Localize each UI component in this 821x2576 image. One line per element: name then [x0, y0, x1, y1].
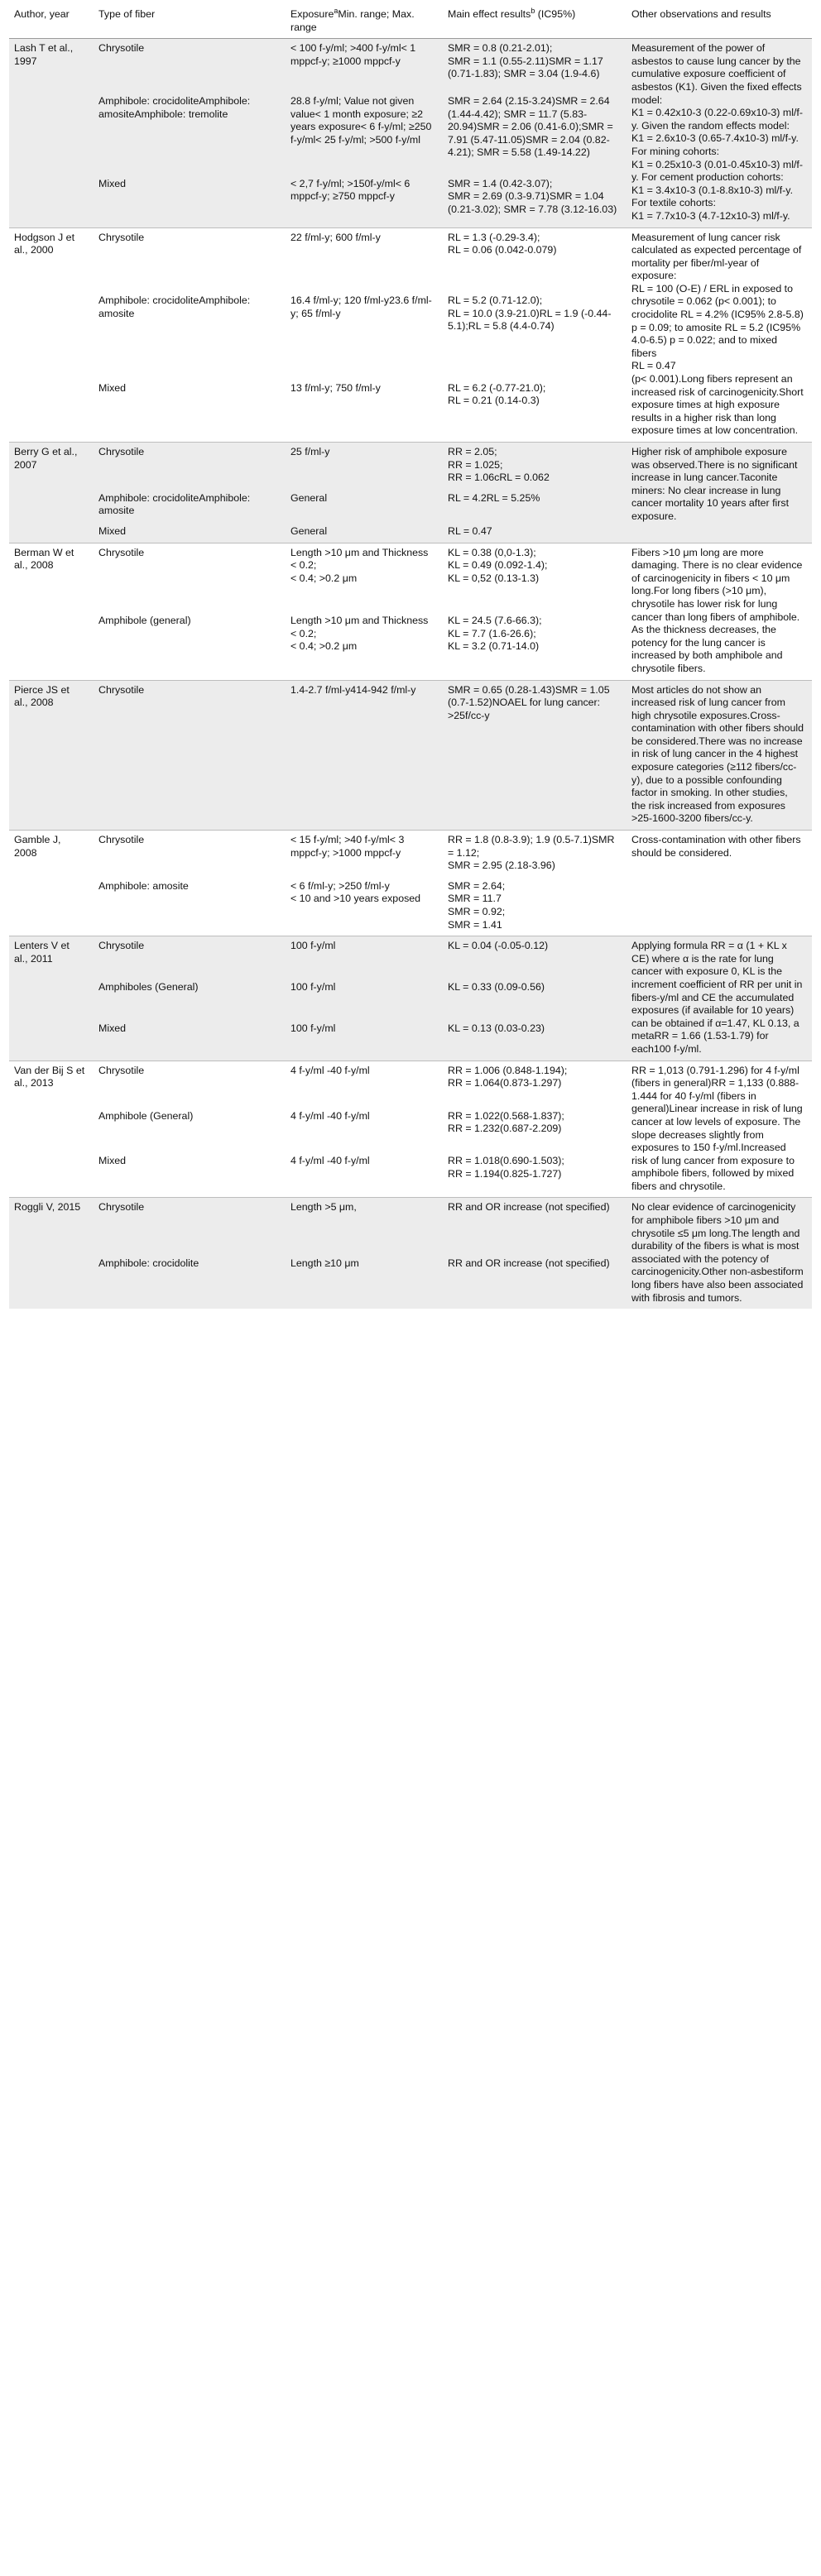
result-cell	[443, 489, 627, 522]
exposure-cell	[286, 831, 443, 877]
result-cell-text: RL = 5.2 (0.71-12.0); RL = 10.0 (3.9-21.0)RL = 1.9 (-0.44-5.1);RL = 5.8 (4.4-0.74)	[448, 294, 612, 333]
result-cell	[443, 1061, 627, 1107]
exposure-cell	[286, 1019, 443, 1061]
header-exposure-range: Min. range; Max. range	[290, 8, 415, 33]
fiber-cell-text: Amphiboles (General)	[98, 981, 199, 994]
result-cell-text: RL = 1.3 (-0.29-3.4); RL = 0.06 (0.042-0.079)	[448, 231, 557, 256]
other-observations-cell	[627, 831, 812, 936]
table-body	[9, 39, 812, 1310]
exposure-cell	[286, 680, 443, 831]
exposure-cell	[286, 92, 443, 175]
exposure-cell	[286, 227, 443, 291]
result-cell	[443, 936, 627, 978]
header-main-effect-label: Main effect results	[448, 8, 531, 20]
result-cell-text: RR = 1.018(0.690-1.503); RR = 1.194(0.825-1.727)	[448, 1155, 564, 1180]
other-observations-cell	[627, 39, 812, 227]
fiber-cell	[94, 936, 286, 978]
author-cell-text: Berry G et al., 2007	[14, 446, 80, 471]
author-cell	[9, 1061, 94, 1198]
exposure-cell-text: 4 f-y/ml -40 f-y/ml	[290, 1155, 370, 1167]
exposure-cell	[286, 1198, 443, 1254]
exposure-cell	[286, 1152, 443, 1198]
fiber-cell-text: Mixed	[98, 1155, 127, 1167]
other-observations-cell	[627, 1198, 812, 1309]
header-main-effect	[443, 5, 627, 39]
fiber-cell	[94, 1254, 286, 1309]
author-cell-text: Pierce JS et al., 2008	[14, 683, 73, 709]
fiber-cell	[94, 611, 286, 680]
result-cell-text: KL = 0.13 (0.03-0.23)	[448, 1022, 545, 1034]
fiber-cell-text: Amphibole: crocidoliteAmphibole: amosite	[98, 491, 253, 517]
fiber-cell	[94, 1019, 286, 1061]
author-cell	[9, 443, 94, 543]
other-observations-cell-text: RR = 1,013 (0.791-1.296) for 4 f-y/ml (fibers in general)RR = 1,133 (0.888-1.444 for 40 f-y/ml (fibers in general)Linear increase in risk of lung cancer at low levels of exposure. The slope decreases slightly from exposures to 150 f-y/ml.Increased risk of lung cancer from exposure to amphibole fibers, followed by mixed fibers and chrysotile.	[631, 1064, 806, 1192]
other-observations-cell-text: Measurement of lung cancer risk calculated as expected percentage of mortality per fiber/ml-year of exposure: RL = 100 (O-E) / ERL in exposed to chrysotile = 0.062 (p< 0.001); to crocidolite RL = 4.2% (IC95% 2.8-5.8) p = 0.09; to amosite RL = 5.2 (IC95% 4.0-6.5) p = 0.022; and to mixed fibers RL = 0.47 (p< 0.001).Long fibers represent an increased risk of carcinogenicity.Short exposure times at high exposure results in a higher risk than long exposure times at low concentration.	[631, 231, 804, 437]
fiber-cell	[94, 1061, 286, 1107]
fiber-cell-text: Amphibole: crocidoliteAmphibole: amosite	[98, 294, 253, 319]
other-observations-cell	[627, 680, 812, 831]
fiber-cell-text: Chrysotile	[98, 834, 145, 846]
exposure-cell	[286, 1107, 443, 1152]
exposure-cell-text: 28.8 f-y/ml; Value not given value< 1 month exposure; ≥2 years exposure< 6 f-y/ml; ≥250 f-y/ml< 25 f-y/ml; >500 f-y/ml	[290, 95, 435, 146]
result-cell	[443, 1152, 627, 1198]
table-row	[9, 543, 812, 611]
result-cell-text: RR = 1.8 (0.8-3.9); 1.9 (0.5-7.1)SMR = 1.12; SMR = 2.95 (2.18-3.96)	[448, 834, 615, 872]
exposure-cell	[286, 175, 443, 227]
author-cell	[9, 1198, 94, 1309]
other-observations-cell-text: Most articles do not show an increased risk of lung cancer from high chrysotile exposures.Cross-contamination with other fibers should be considered.There was no increase in risk of lung cancer in the 4 highest exposure categories (≥112 fibers/cc-y), due to a possible confounding factor in smoking. In other studies, the risk increased from exposures >25-1600-3200 fibers/cc-y.	[631, 683, 807, 825]
exposure-cell-text: 13 f/ml-y; 750 f/ml-y	[290, 381, 381, 394]
fiber-cell-text: Amphibole: crocidoliteAmphibole: amositeAmphibole: tremolite	[98, 95, 253, 120]
table-row	[9, 1061, 812, 1107]
fiber-cell	[94, 291, 286, 379]
result-cell-text: KL = 0.04 (-0.05-0.12)	[448, 940, 549, 952]
exposure-cell-text: Length >10 μm and Thickness < 0.2; < 0.4; >0.2 μm	[290, 546, 429, 584]
result-cell	[443, 1198, 627, 1254]
author-cell-text: Berman W et al., 2008	[14, 546, 77, 572]
result-cell	[443, 443, 627, 489]
exposure-results-table	[9, 5, 812, 1309]
exposure-cell	[286, 522, 443, 543]
exposure-cell-text: 22 f/ml-y; 600 f/ml-y	[290, 231, 381, 243]
author-cell	[9, 831, 94, 936]
fiber-cell-text: Amphibole: amosite	[98, 879, 189, 892]
fiber-cell	[94, 92, 286, 175]
fiber-cell-text: Chrysotile	[98, 1201, 145, 1214]
header-other-observations: Other observations and results	[627, 5, 812, 39]
exposure-cell-text: General	[290, 524, 328, 537]
exposure-cell	[286, 877, 443, 936]
exposure-cell-text: 100 f-y/ml	[290, 981, 336, 994]
exposure-cell	[286, 978, 443, 1018]
result-cell-text: SMR = 0.65 (0.28-1.43)SMR = 1.05 (0.7-1.52)NOAEL for lung cancer: >25f/cc-y	[448, 683, 613, 721]
fiber-cell	[94, 227, 286, 291]
result-cell	[443, 1254, 627, 1309]
fiber-cell	[94, 175, 286, 227]
result-cell	[443, 831, 627, 877]
exposure-cell-text: < 6 f/ml-y; >250 f/ml-y < 10 and >10 years exposed	[290, 879, 421, 905]
author-cell-text: Lash T et al., 1997	[14, 42, 76, 67]
exposure-cell	[286, 39, 443, 92]
author-cell	[9, 227, 94, 443]
exposure-cell	[286, 543, 443, 611]
result-cell-text: SMR = 1.4 (0.42-3.07); SMR = 2.69 (0.3-9.71)SMR = 1.04 (0.21-3.02); SMR = 7.78 (3.12-16.03)	[448, 177, 617, 215]
result-cell	[443, 680, 627, 831]
fiber-cell-text: Chrysotile	[98, 683, 145, 696]
header-main-effect-ic: (IC95%)	[535, 8, 576, 20]
result-cell-text: RR and OR increase (not specified)	[448, 1201, 610, 1214]
result-cell	[443, 978, 627, 1018]
fiber-cell	[94, 443, 286, 489]
result-cell-text: RL = 4.2RL = 5.25%	[448, 491, 540, 504]
other-observations-cell	[627, 543, 812, 680]
header-fiber-type: Type of fiber	[94, 5, 286, 39]
result-cell-text: RR = 2.05; RR = 1.025; RR = 1.06cRL = 0.062	[448, 446, 550, 484]
fiber-cell	[94, 1152, 286, 1198]
other-observations-cell-text: Measurement of the power of asbestos to cause lung cancer by the cumulative exposure coefficient of asbestos (K1). Given the fixed effects model: K1 = 0.42x10-3 (0.22-0.69x10-3) ml/f-y. Given the random effects model: K1 = 2.6x10-3 (0.65-7.4x10-3) ml/f-y. For mining cohorts: K1 = 0.25x10-3 (0.01-0.45x10-3) ml/f-y. For cement production cohorts: K1 = 3.4x10-3 (0.1-8.8x10-3) ml/f-y. For textile cohorts: K1 = 7.7x10-3 (4.7-12x10-3) ml/f-y.	[631, 42, 803, 222]
exposure-cell-text: 25 f/ml-y	[290, 446, 330, 457]
fiber-cell	[94, 379, 286, 443]
result-cell-text: SMR = 0.8 (0.21-2.01); SMR = 1.1 (0.55-2.11)SMR = 1.17 (0.71-1.83); SMR = 3.04 (1.9-4.6)	[448, 42, 603, 80]
result-cell	[443, 92, 627, 175]
fiber-cell-text: Amphibole (General)	[98, 1109, 194, 1122]
result-cell	[443, 1019, 627, 1061]
exposure-cell	[286, 489, 443, 522]
result-cell-text: RR = 1.006 (0.848-1.194); RR = 1.064(0.873-1.297)	[448, 1064, 568, 1089]
other-observations-cell-text: Higher risk of amphibole exposure was observed.There is no significant increase in lung cancer.Taconite miners: No clear increase in lung cancer mortality 10 years after first exposure.	[631, 446, 800, 522]
header-exposure-label: Exposure	[290, 8, 334, 20]
result-cell	[443, 611, 627, 680]
author-cell-text: Roggli V, 2015	[14, 1201, 81, 1214]
fiber-cell	[94, 978, 286, 1018]
fiber-cell-text: Amphibole: crocidolite	[98, 1257, 199, 1269]
table-row	[9, 831, 812, 877]
exposure-cell-text: Length ≥10 μm	[290, 1257, 359, 1269]
result-cell	[443, 175, 627, 227]
exposure-cell	[286, 291, 443, 379]
exposure-cell	[286, 443, 443, 489]
fiber-cell-text: Chrysotile	[98, 42, 145, 55]
fiber-cell	[94, 543, 286, 611]
exposure-cell-text: 1.4-2.7 f/ml-y414-942 f/ml-y	[290, 683, 416, 696]
other-observations-cell-text: Cross-contamination with other fibers should be considered.	[631, 834, 804, 859]
exposure-cell-text: 100 f-y/ml	[290, 1022, 336, 1034]
other-observations-cell	[627, 443, 812, 543]
exposure-cell-text: Length >10 μm and Thickness < 0.2; < 0.4; >0.2 μm	[290, 615, 429, 653]
exposure-cell-text: < 2,7 f-y/ml; >150f-y/ml< 6 mppcf-y; ≥750 mppcf-y	[290, 177, 413, 203]
result-cell-text: KL = 0.38 (0,0-1.3); KL = 0.49 (0.092-1.4); KL = 0,52 (0.13-1.3)	[448, 546, 548, 584]
author-cell-text: Van der Bij S et al., 2013	[14, 1064, 88, 1089]
result-cell-text: KL = 24.5 (7.6-66.3); KL = 7.7 (1.6-26.6); KL = 3.2 (0.71-14.0)	[448, 615, 542, 653]
exposure-cell-text: 16.4 f/ml-y; 120 f/ml-y23.6 f/ml-y; 65 f/ml-y	[290, 294, 432, 319]
fiber-cell-text: Mixed	[98, 524, 127, 537]
result-cell	[443, 522, 627, 543]
header-exposure	[286, 5, 443, 39]
result-cell	[443, 543, 627, 611]
fiber-cell-text: Chrysotile	[98, 446, 145, 457]
other-observations-cell	[627, 1061, 812, 1198]
result-cell-text: SMR = 2.64 (2.15-3.24)SMR = 2.64 (1.44-4.42); SMR = 11.7 (5.83-20.94)SMR = 2.06 (0.41-6.0);SMR = 7.91 (5.47-11.05)SMR = 2.04 (0.82-4.21); SMR = 5.58 (1.49-14.22)	[448, 95, 617, 159]
author-cell-text: Gamble J, 2008	[14, 834, 64, 859]
table-row	[9, 39, 812, 92]
author-cell	[9, 936, 94, 1061]
other-observations-cell-text: No clear evidence of carcinogenicity for amphibole fibers >10 μm and chrysotile ≤5 μm long.The length and durability of the fibers is what is most associated with the potency of carcinogenicity.Other non-asbestiform long fibers have also been associated with fibrosis and tumors.	[631, 1201, 807, 1304]
fiber-cell	[94, 489, 286, 522]
result-cell-text: KL = 0.33 (0.09-0.56)	[448, 981, 545, 994]
exposure-cell	[286, 379, 443, 443]
table-row	[9, 443, 812, 489]
exposure-cell	[286, 936, 443, 978]
exposure-cell-text: < 15 f-y/ml; >40 f-y/ml< 3 mppcf-y; >1000 mppcf-y	[290, 834, 407, 859]
result-cell-text: RL = 0.47	[448, 524, 492, 537]
result-cell	[443, 379, 627, 443]
author-cell-text: Lenters V et al., 2011	[14, 940, 73, 965]
fiber-cell	[94, 522, 286, 543]
fiber-cell-text: Chrysotile	[98, 546, 145, 558]
author-cell-text: Hodgson J et al., 2000	[14, 231, 78, 256]
fiber-cell-text: Chrysotile	[98, 231, 145, 243]
other-observations-cell	[627, 227, 812, 443]
header-exposure-footnote: a	[334, 6, 338, 15]
exposure-cell-text: Length >5 μm,	[290, 1201, 357, 1214]
result-cell	[443, 291, 627, 379]
header-author-year: Author, year	[9, 5, 94, 39]
result-cell	[443, 877, 627, 936]
fiber-cell-text: Amphibole (general)	[98, 615, 191, 627]
other-observations-cell-text: Fibers >10 μm long are more damaging. There is no clear evidence of carcinogenicity in fibers < 10 μm long.For long fibers (>10 μm), chrysotile has lower risk for lung cancer than long fibers of amphibole. As the thickness decreases, the potency for the lung cancer is increased by both amphibole and chrysotile fibers.	[631, 546, 805, 674]
result-cell	[443, 227, 627, 291]
exposure-cell	[286, 1061, 443, 1107]
table-row	[9, 680, 812, 831]
table-row	[9, 936, 812, 978]
fiber-cell	[94, 831, 286, 877]
fiber-cell-text: Mixed	[98, 381, 127, 394]
fiber-cell	[94, 1107, 286, 1152]
header-main-effect-footnote: b	[531, 6, 535, 15]
author-cell	[9, 39, 94, 227]
fiber-cell	[94, 1198, 286, 1254]
exposure-cell-text: < 100 f-y/ml; >400 f-y/ml< 1 mppcf-y; ≥1000 mppcf-y	[290, 42, 419, 67]
result-cell-text: RL = 6.2 (-0.77-21.0); RL = 0.21 (0.14-0.3)	[448, 381, 546, 407]
author-cell	[9, 680, 94, 831]
result-cell-text: RR and OR increase (not specified)	[448, 1257, 610, 1269]
exposure-cell	[286, 611, 443, 680]
other-observations-cell	[627, 936, 812, 1061]
result-cell-text: SMR = 2.64; SMR = 11.7 SMR = 0.92; SMR = 1.41	[448, 879, 506, 931]
fiber-cell-text: Mixed	[98, 177, 127, 189]
table-header-row	[9, 5, 812, 39]
exposure-cell-text: 4 f-y/ml -40 f-y/ml	[290, 1064, 370, 1076]
result-cell-text: RR = 1.022(0.568-1.837); RR = 1.232(0.687-2.209)	[448, 1109, 564, 1135]
fiber-cell-text: Chrysotile	[98, 940, 145, 952]
result-cell	[443, 39, 627, 92]
table-row	[9, 227, 812, 291]
result-cell	[443, 1107, 627, 1152]
exposure-cell	[286, 1254, 443, 1309]
fiber-cell	[94, 680, 286, 831]
exposure-cell-text: 4 f-y/ml -40 f-y/ml	[290, 1109, 370, 1122]
author-cell	[9, 543, 94, 680]
exposure-cell-text: General	[290, 491, 328, 504]
fiber-cell-text: Chrysotile	[98, 1064, 145, 1076]
other-observations-cell-text: Applying formula RR = α (1 + KL x CE) where α is the rate for lung cancer with exposure 0, KL is the increment coefficient of RR per unit in fibers-y/ml and CE the accumulated exposures (if available for 10 years) can be obtained if α=1.47, KL 0.13, a metaRR = 1.66 (1.53-1.79) for each100 f-y/ml.	[631, 940, 805, 1055]
fiber-cell-text: Mixed	[98, 1022, 127, 1034]
fiber-cell	[94, 877, 286, 936]
table-row	[9, 1198, 812, 1254]
exposure-cell-text: 100 f-y/ml	[290, 940, 336, 952]
fiber-cell	[94, 39, 286, 92]
